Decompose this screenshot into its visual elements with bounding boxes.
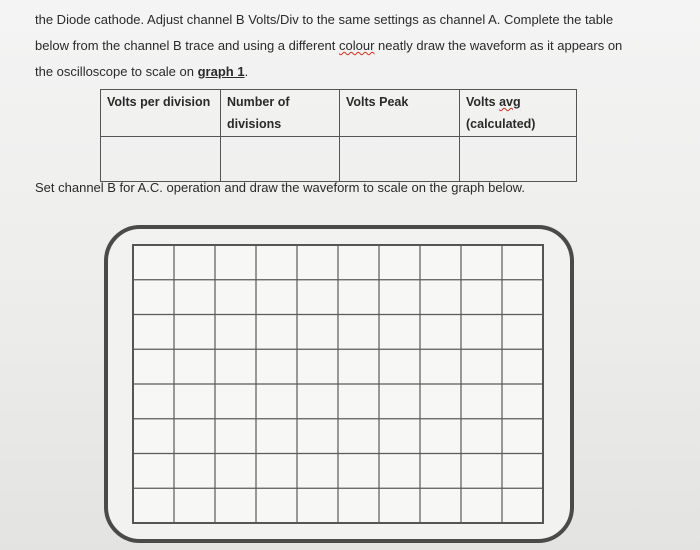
results-table [100, 89, 577, 182]
cell-volts-peak[interactable] [340, 137, 460, 182]
header-volts-avg [460, 90, 577, 137]
graph-1-reference: graph 1 [197, 64, 245, 79]
instruction-line-3-start: the oscilloscope to scale on [35, 64, 198, 79]
instruction-line-3 [35, 59, 675, 85]
avg-word: avg [499, 95, 521, 109]
table-header-row [101, 90, 577, 137]
header-volts-per-division: Volts per division [101, 90, 221, 137]
instruction-line-2-start: below from the channel B trace and using a different [35, 38, 340, 53]
header-volts-peak: Volts Peak [340, 90, 460, 137]
cell-volts-per-division[interactable] [101, 137, 221, 182]
table-row [101, 137, 577, 182]
instruction-line-3-end: . [244, 64, 249, 79]
instruction-line-2 [35, 33, 675, 59]
graph-grid[interactable] [132, 244, 544, 524]
cell-number-of-divisions[interactable] [221, 137, 340, 182]
instruction-ac-operation: Set channel B for A.C. operation and draw the waveform to scale on the graph below. [35, 180, 525, 195]
instruction-line-2-end: neatly draw the waveform as it appears on [374, 38, 623, 53]
instructions-paragraph [35, 7, 675, 85]
header-number-of-divisions: Number of divisions [221, 90, 340, 137]
calculated-label: (calculated) [466, 117, 536, 131]
instruction-line-1: the Diode cathode. Adjust channel B Volts/Div to the same settings as channel A. Complete the table [35, 12, 614, 27]
cell-volts-avg[interactable] [460, 137, 577, 182]
colour-word: colour [339, 38, 375, 53]
volts-avg-label: Volts [466, 95, 500, 109]
